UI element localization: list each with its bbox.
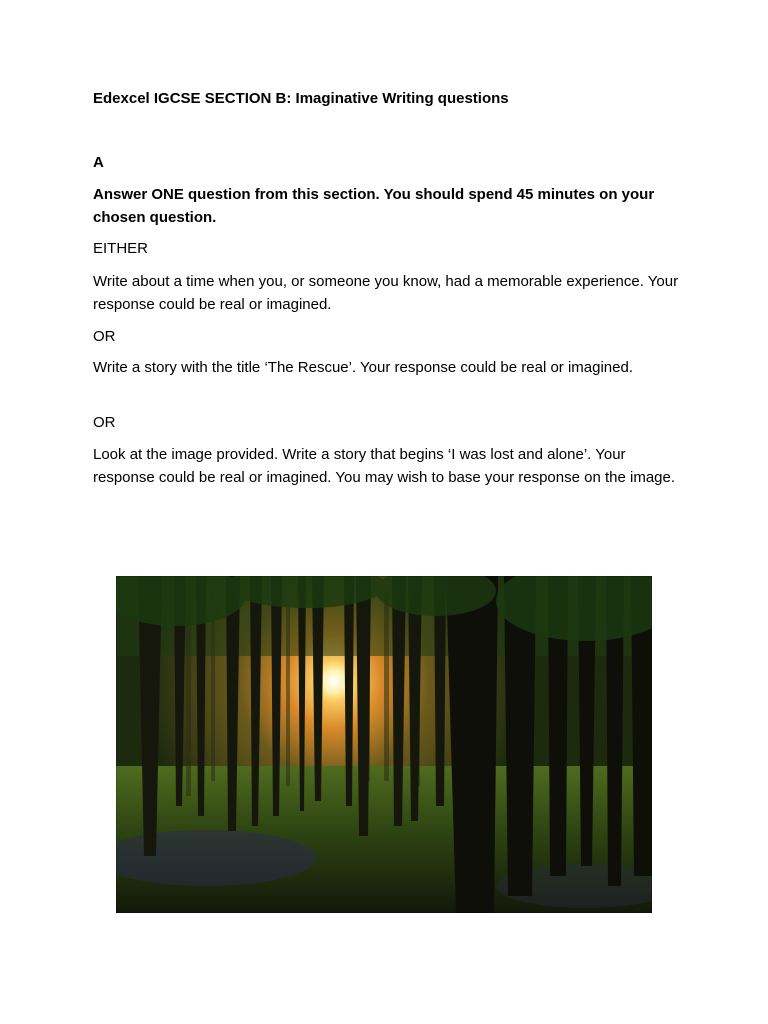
or-label-2: OR: [93, 414, 116, 431]
forest-sunset-photo: [116, 576, 652, 913]
forest-image: [116, 576, 652, 913]
question-1: Write about a time when you, or someone you know, had a memorable experience. Your response could be real or imagined.: [93, 273, 679, 313]
section-letter: A: [93, 154, 104, 171]
document-title: Edexcel IGCSE SECTION B: Imaginative Writing questions: [93, 90, 509, 107]
or-label-1: OR: [93, 328, 116, 345]
question-3: Look at the image provided. Write a story that begins ‘I was lost and alone’. Your response could be real or imagined. You may wish to base your response on the image.: [93, 446, 676, 486]
question-2: Write a story with the title ‘The Rescue’. Your response could be real or imagined.: [93, 359, 633, 376]
instruction-text: Answer ONE question from this section. You should spend 45 minutes on your chosen question.: [93, 186, 655, 226]
either-label: EITHER: [93, 240, 149, 257]
